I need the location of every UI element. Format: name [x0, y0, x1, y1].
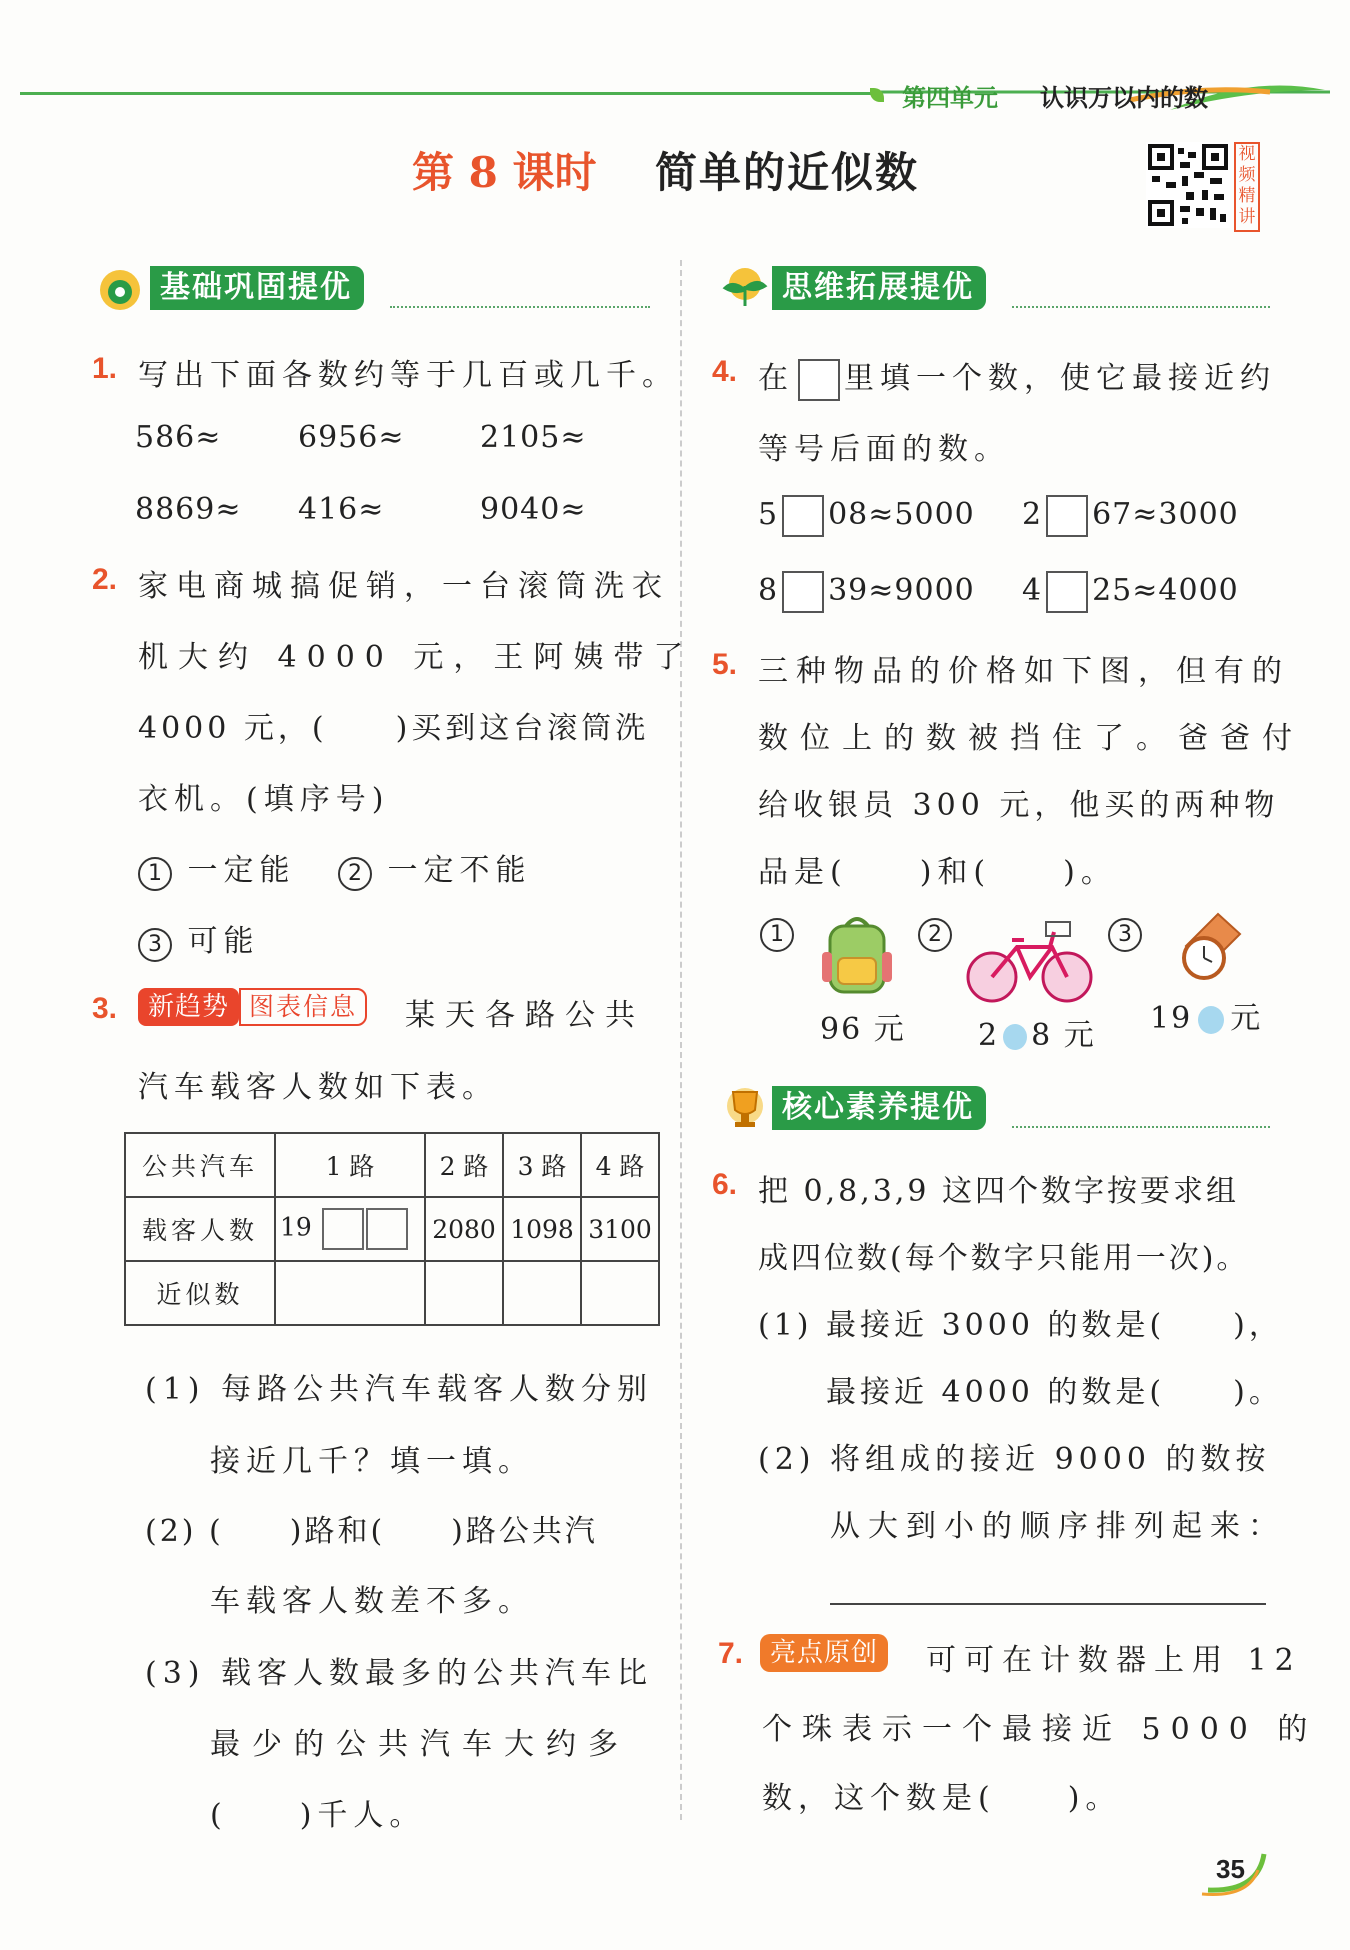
page-number: 35	[1216, 1854, 1245, 1884]
trophy-icon	[715, 1082, 775, 1132]
digit-input-box[interactable]	[1046, 495, 1088, 537]
section-core-dots	[1012, 1126, 1270, 1128]
sprout-icon	[715, 262, 775, 312]
q2-line-3: 4000 元，( )买到这台滚筒洗	[138, 711, 650, 746]
q6-sub1-a: (1) 最接近 3000 的数是( )，	[758, 1308, 1283, 1343]
q3-number: 3.	[92, 992, 118, 1025]
hidden-digit-box	[366, 1208, 408, 1250]
item-2-price-end: 8 元	[1031, 1018, 1096, 1053]
qr-label: 视频精讲	[1234, 142, 1260, 232]
chart-info-tag: 图表信息	[239, 988, 367, 1026]
q5-line-1: 三种物品的价格如下图，但有的	[758, 654, 1290, 689]
answer-cell[interactable]	[425, 1261, 503, 1325]
unit-label: 第四单元	[902, 84, 998, 112]
hidden-digit-blot	[1198, 1006, 1224, 1034]
watch-icon	[1168, 908, 1248, 988]
q1-item-2: 6956≈	[298, 420, 405, 455]
new-trend-tag: 新趋势	[138, 988, 239, 1026]
expr-prefix: 4	[1022, 573, 1043, 608]
answer-cell[interactable]	[275, 1261, 425, 1325]
digit-input-box[interactable]	[782, 495, 824, 537]
q7-line-1: 可可在计数器上用 12	[926, 1643, 1302, 1678]
q6-sub2-a: (2) 将组成的接近 9000 的数按	[758, 1442, 1271, 1477]
q4-line-2: 等号后面的数。	[758, 432, 1010, 467]
q7-line-2: 个珠表示一个最接近 5000 的	[762, 1712, 1318, 1747]
q2-line-4: 衣机。(填序号)	[138, 782, 390, 817]
option-2-marker: 2	[338, 857, 372, 891]
q7-number: 7.	[718, 1637, 744, 1670]
seedling-gear-icon	[92, 262, 152, 312]
q3-line-2: 汽车载客人数如下表。	[138, 1070, 498, 1105]
table-cell: 3100	[581, 1197, 659, 1261]
q1-item-5: 416≈	[298, 492, 385, 527]
option-1-text: 一定能	[187, 853, 296, 888]
q5-line-4: 品是( )和( )。	[758, 855, 1117, 890]
hidden-digit-blot	[1003, 1024, 1027, 1050]
table-header: 3 路	[503, 1133, 581, 1197]
lesson-topic: 简单的近似数	[655, 148, 920, 197]
table-header: 2 路	[425, 1133, 503, 1197]
expr-prefix: 8	[758, 573, 779, 608]
q3-lead: 某天各路公共	[405, 998, 645, 1033]
section-thinking-title: 思维拓展提优	[772, 266, 986, 310]
option-3-marker: 3	[138, 928, 172, 962]
section-thinking-dots	[1012, 306, 1270, 308]
table-row-label: 载客人数	[125, 1197, 275, 1261]
digit-input-box[interactable]	[1046, 571, 1088, 613]
table-header: 公共汽车	[125, 1133, 275, 1197]
section-basic-dots	[390, 306, 650, 308]
backpack-icon	[812, 912, 902, 1002]
q4-line-1-end: 里填一个数，使它最接近约	[844, 361, 1276, 396]
q6-sub2-b: 从大到小的顺序排列起来：	[830, 1509, 1286, 1544]
q2-line-2: 机大约 4000 元，王阿姨带了	[138, 640, 694, 675]
q2-option-1	[138, 845, 296, 891]
table-row	[125, 1197, 659, 1261]
unit-title: 认识万以内的数	[1040, 84, 1208, 112]
item-3-price-end: 元	[1230, 1001, 1263, 1036]
answer-cell[interactable]	[581, 1261, 659, 1325]
qr-code-icon[interactable]	[1146, 142, 1230, 228]
header-line	[20, 92, 880, 95]
q1-item-3: 2105≈	[480, 420, 587, 455]
q4-expr-2	[1022, 495, 1239, 537]
bus-table	[124, 1132, 660, 1326]
q6-sub1-b: 最接近 4000 的数是( )。	[826, 1375, 1283, 1410]
item-3-price-start: 19	[1150, 1001, 1193, 1036]
item-1-marker: 1	[760, 918, 794, 952]
expr-suffix: 08≈5000	[828, 497, 975, 532]
hidden-digit-box	[322, 1208, 364, 1250]
option-2-text: 一定不能	[387, 853, 532, 888]
q6-line-1: 把 0,8,3,9 这四个数字按要求组	[758, 1174, 1240, 1209]
q1-item-1: 586≈	[135, 420, 222, 455]
table-row	[125, 1261, 659, 1325]
q5-line-2: 数位上的数被挡住了。爸爸付	[758, 721, 1304, 756]
expr-suffix: 25≈4000	[1092, 573, 1239, 608]
q2-number: 2.	[92, 563, 118, 596]
q4-expr-3	[758, 571, 975, 613]
q3-sub2-b: 车载客人数差不多。	[210, 1584, 534, 1619]
q3-sub2-a: (2) ( )路和( )路公共汽	[145, 1514, 598, 1549]
lesson-number: 第 8 课时	[412, 148, 597, 197]
item-1-price: 96 元	[820, 1012, 906, 1047]
item-2-price	[978, 1010, 1096, 1054]
item-3-price	[1150, 993, 1262, 1037]
q4-expr-4	[1022, 571, 1239, 613]
item-3-marker: 3	[1108, 918, 1142, 952]
q4-number: 4.	[712, 355, 738, 388]
digit-input-box[interactable]	[782, 571, 824, 613]
q4-expr-1	[758, 495, 975, 537]
q3-sub1-a: (1) 每路公共汽车载客人数分别	[145, 1372, 654, 1407]
table-cell: 2080	[425, 1197, 503, 1261]
expr-prefix: 2	[1022, 497, 1043, 532]
expr-prefix: 5	[758, 497, 779, 532]
q3-sub3-a: (3) 载客人数最多的公共汽车比	[145, 1656, 654, 1691]
q3-sub1-b: 接近几千？填一填。	[210, 1444, 534, 1479]
column-divider	[680, 260, 682, 1820]
q1-item-6: 9040≈	[480, 492, 587, 527]
q6-number: 6.	[712, 1168, 738, 1201]
q1-text: 写出下面各数约等于几百或几千。	[138, 358, 678, 393]
item-2-price-start: 2	[978, 1018, 1000, 1053]
table-row-label: 近似数	[125, 1261, 275, 1325]
table-row	[125, 1133, 659, 1197]
answer-cell[interactable]	[503, 1261, 581, 1325]
section-basic-title: 基础巩固提优	[150, 266, 364, 310]
table-cell: 1098	[503, 1197, 581, 1261]
q3-sub3-c: ( )千人。	[210, 1798, 426, 1833]
q3-sub3-b: 最少的公共汽车大约多	[210, 1727, 630, 1762]
expr-suffix: 67≈3000	[1092, 497, 1239, 532]
route1-count-prefix: 19	[280, 1212, 312, 1242]
bicycle-icon	[962, 912, 1097, 1007]
q1-item-4: 8869≈	[135, 492, 242, 527]
q5-number: 5.	[712, 648, 738, 681]
q4-line-1	[758, 353, 1276, 401]
q6-answer-line[interactable]	[830, 1603, 1266, 1605]
q5-line-3: 给收银员 300 元，他买的两种物	[758, 788, 1280, 823]
table-header: 1 路	[275, 1133, 425, 1197]
option-3-text: 可能	[187, 924, 260, 959]
section-core-title: 核心素养提优	[772, 1086, 986, 1130]
q3-tags	[138, 988, 367, 1026]
item-2-marker: 2	[918, 918, 952, 952]
q2-option-3	[138, 916, 260, 962]
q1-number: 1.	[92, 352, 118, 385]
table-header: 4 路	[581, 1133, 659, 1197]
q2-line-1: 家电商城搞促销，一台滚筒洗衣	[138, 569, 670, 604]
q7-tag: 亮点原创	[760, 1634, 888, 1672]
q4-line-1-start: 在	[758, 361, 794, 396]
option-1-marker: 1	[138, 857, 172, 891]
q7-line-3: 数，这个数是( )。	[762, 1781, 1122, 1816]
expr-suffix: 39≈9000	[828, 573, 975, 608]
q6-line-2: 成四位数(每个数字只能用一次)。	[758, 1241, 1250, 1276]
route1-count-cell	[275, 1197, 425, 1261]
q2-option-2	[338, 845, 532, 891]
blank-box[interactable]	[798, 359, 840, 401]
